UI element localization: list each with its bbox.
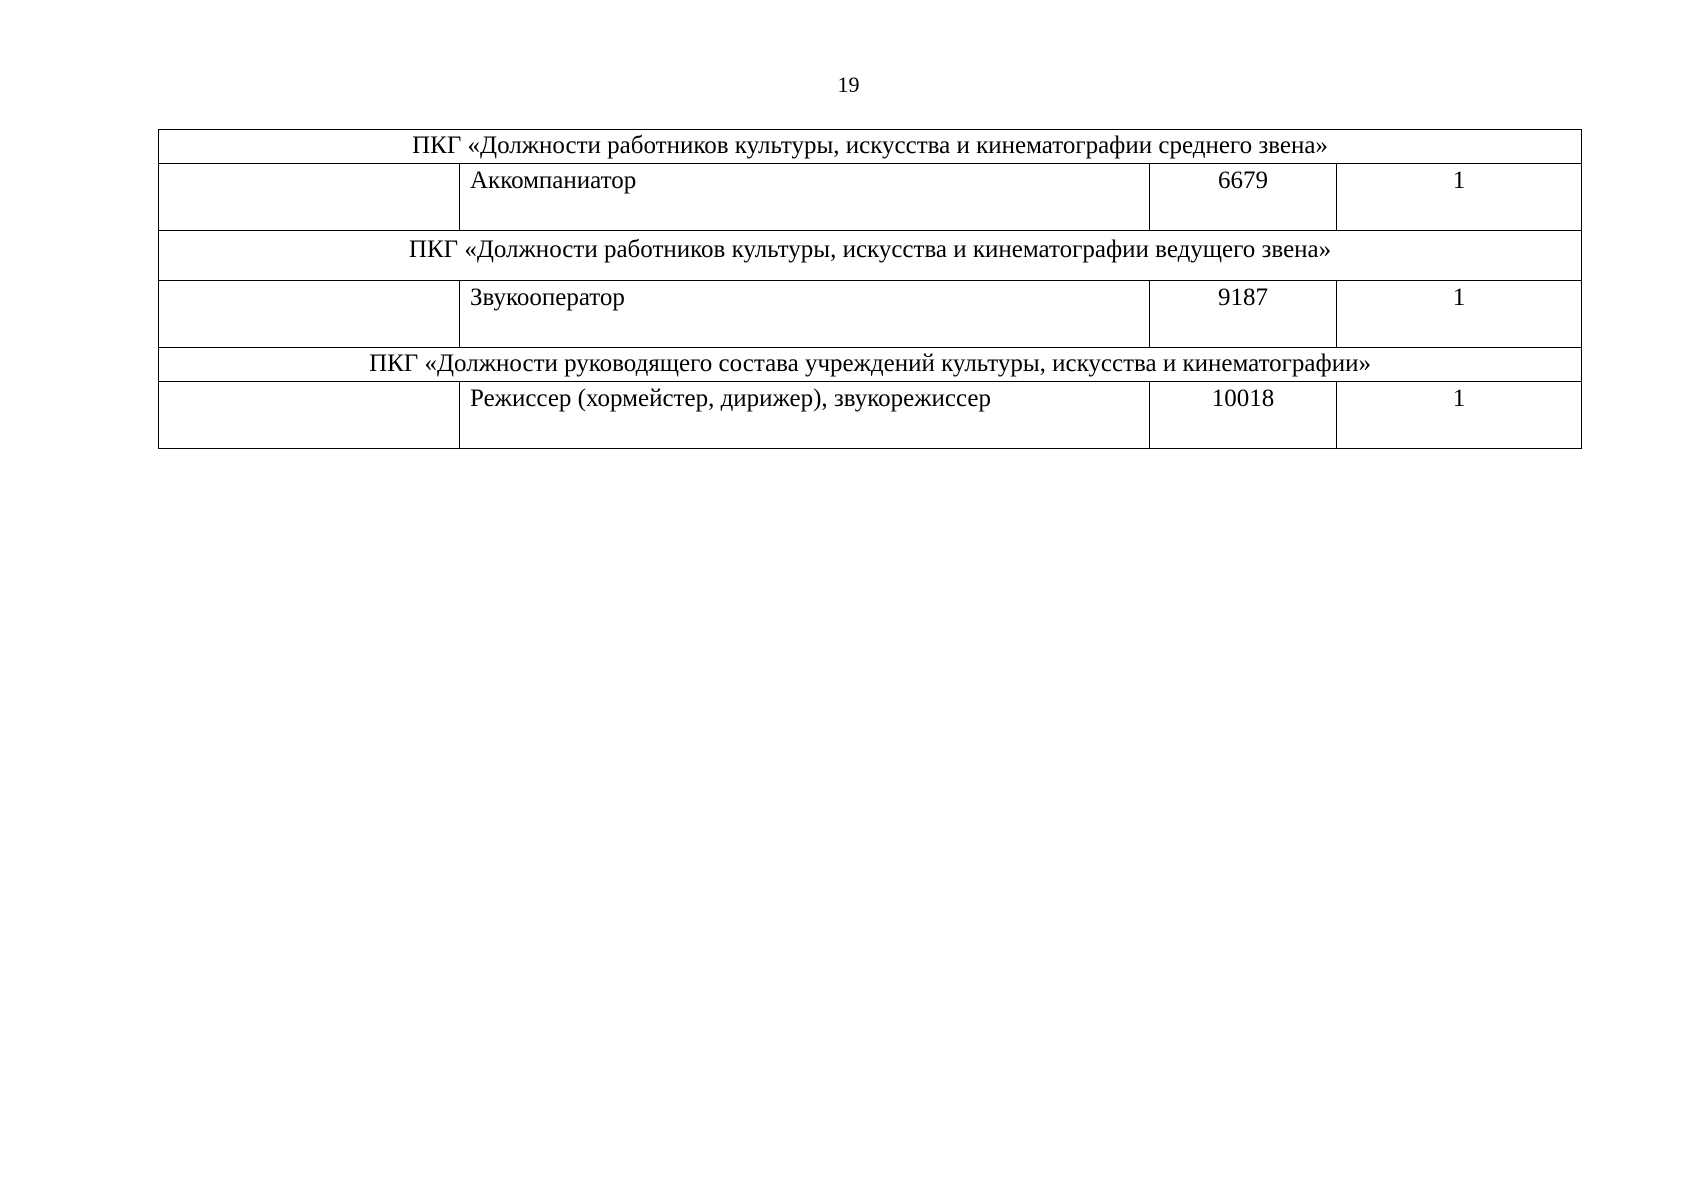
staff-table (158, 129, 1582, 449)
position-cell: Звукооператор (460, 281, 1150, 348)
position-cell: Аккомпаниатор (460, 164, 1150, 231)
group-header-row (159, 348, 1582, 382)
coefficient-cell: 1 (1337, 281, 1582, 348)
salary-cell: 9187 (1150, 281, 1337, 348)
salary-cell: 10018 (1150, 382, 1337, 449)
salary-cell: 6679 (1150, 164, 1337, 231)
code-cell (159, 382, 460, 449)
position-cell: Режиссер (хормейстер, дирижер), звукорежиссер (460, 382, 1150, 449)
code-cell (159, 281, 460, 348)
table-row (159, 164, 1582, 231)
group-title: ПКГ «Должности работников культуры, искусства и кинематографии ведущего звена» (159, 231, 1582, 281)
group-title: ПКГ «Должности руководящего состава учреждений культуры, искусства и кинематографии» (159, 348, 1582, 382)
table-row (159, 281, 1582, 348)
coefficient-cell: 1 (1337, 382, 1582, 449)
table-row (159, 382, 1582, 449)
code-cell (159, 164, 460, 231)
coefficient-cell: 1 (1337, 164, 1582, 231)
group-header-row (159, 130, 1582, 164)
group-header-row (159, 231, 1582, 281)
group-title: ПКГ «Должности работников культуры, искусства и кинематографии среднего звена» (159, 130, 1582, 164)
page-number: 19 (837, 72, 860, 97)
